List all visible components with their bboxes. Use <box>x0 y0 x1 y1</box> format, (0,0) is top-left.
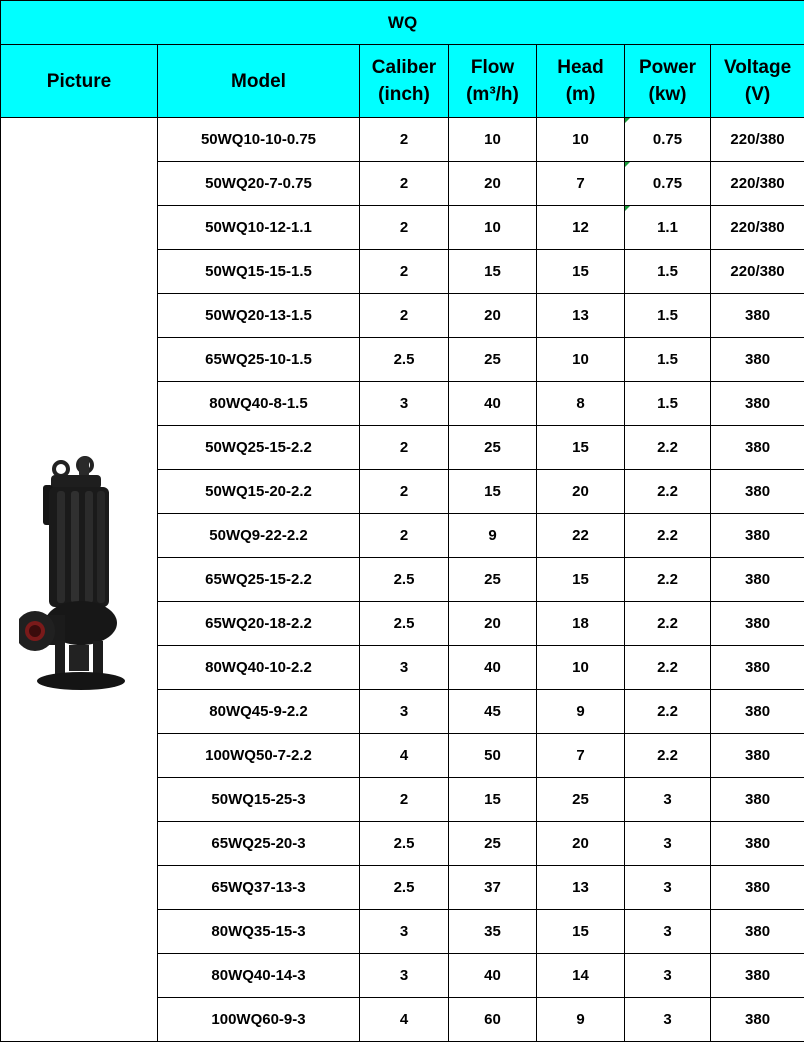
cell-caliber: 2.5 <box>360 866 449 910</box>
cell-caliber: 2.5 <box>360 338 449 382</box>
cell-model: 100WQ60-9-3 <box>158 998 360 1042</box>
header-power <box>625 45 711 118</box>
table-row <box>1 118 804 162</box>
cell-power: 3 <box>625 910 711 954</box>
cell-head: 7 <box>537 734 625 778</box>
cell-voltage: 380 <box>711 470 804 514</box>
cell-voltage: 380 <box>711 734 804 778</box>
header-voltage-label: Voltage <box>724 57 791 78</box>
cell-head: 20 <box>537 822 625 866</box>
header-power-unit: (kw) <box>649 84 687 105</box>
cell-voltage: 380 <box>711 910 804 954</box>
submersible-pump-icon <box>19 455 139 705</box>
cell-model: 50WQ15-20-2.2 <box>158 470 360 514</box>
cell-voltage: 220/380 <box>711 162 804 206</box>
cell-model: 50WQ25-15-2.2 <box>158 426 360 470</box>
cell-head: 9 <box>537 998 625 1042</box>
cell-caliber: 2 <box>360 162 449 206</box>
cell-power: 1.5 <box>625 338 711 382</box>
cell-flow: 15 <box>449 250 537 294</box>
cell-head: 10 <box>537 338 625 382</box>
cell-voltage: 380 <box>711 602 804 646</box>
cell-power: 3 <box>625 998 711 1042</box>
cell-caliber: 3 <box>360 910 449 954</box>
cell-model: 100WQ50-7-2.2 <box>158 734 360 778</box>
cell-power: 3 <box>625 866 711 910</box>
cell-power: 0.75 <box>625 118 711 162</box>
cell-flow: 15 <box>449 470 537 514</box>
cell-caliber: 3 <box>360 646 449 690</box>
cell-model: 80WQ40-14-3 <box>158 954 360 998</box>
cell-caliber: 2 <box>360 470 449 514</box>
cell-model: 50WQ20-7-0.75 <box>158 162 360 206</box>
header-flow <box>449 45 537 118</box>
header-voltage <box>711 45 804 118</box>
cell-head: 8 <box>537 382 625 426</box>
header-power-label: Power <box>639 57 696 78</box>
cell-flow: 37 <box>449 866 537 910</box>
header-flow-label: Flow <box>471 57 514 78</box>
cell-voltage: 380 <box>711 426 804 470</box>
cell-head: 12 <box>537 206 625 250</box>
cell-model: 50WQ15-15-1.5 <box>158 250 360 294</box>
cell-power: 1.1 <box>625 206 711 250</box>
cell-voltage: 380 <box>711 646 804 690</box>
cell-caliber: 4 <box>360 734 449 778</box>
cell-flow: 60 <box>449 998 537 1042</box>
cell-power: 2.2 <box>625 514 711 558</box>
cell-power: 2.2 <box>625 470 711 514</box>
cell-voltage: 380 <box>711 338 804 382</box>
cell-model: 65WQ25-15-2.2 <box>158 558 360 602</box>
cell-head: 13 <box>537 294 625 338</box>
cell-power: 3 <box>625 822 711 866</box>
cell-flow: 20 <box>449 602 537 646</box>
cell-caliber: 2 <box>360 206 449 250</box>
cell-model: 50WQ10-12-1.1 <box>158 206 360 250</box>
cell-model: 80WQ40-8-1.5 <box>158 382 360 426</box>
cell-head: 13 <box>537 866 625 910</box>
cell-voltage: 220/380 <box>711 250 804 294</box>
header-flow-unit: (m³/h) <box>466 84 519 105</box>
cell-model: 50WQ15-25-3 <box>158 778 360 822</box>
header-caliber <box>360 45 449 118</box>
cell-power: 2.2 <box>625 602 711 646</box>
cell-caliber: 2.5 <box>360 602 449 646</box>
cell-head: 10 <box>537 646 625 690</box>
cell-model: 65WQ37-13-3 <box>158 866 360 910</box>
cell-power: 2.2 <box>625 734 711 778</box>
cell-flow: 9 <box>449 514 537 558</box>
cell-flow: 35 <box>449 910 537 954</box>
header-row <box>1 45 804 118</box>
cell-head: 9 <box>537 690 625 734</box>
cell-voltage: 380 <box>711 998 804 1042</box>
header-caliber-label: Caliber <box>372 57 436 78</box>
cell-caliber: 2 <box>360 778 449 822</box>
table-title: WQ <box>1 1 804 45</box>
header-model: Model <box>158 45 360 118</box>
cell-head: 10 <box>537 118 625 162</box>
cell-flow: 25 <box>449 822 537 866</box>
cell-model: 80WQ35-15-3 <box>158 910 360 954</box>
cell-flow: 25 <box>449 338 537 382</box>
cell-caliber: 2 <box>360 426 449 470</box>
cell-head: 20 <box>537 470 625 514</box>
cell-head: 15 <box>537 558 625 602</box>
cell-model: 65WQ25-10-1.5 <box>158 338 360 382</box>
cell-head: 15 <box>537 426 625 470</box>
cell-power: 2.2 <box>625 426 711 470</box>
cell-head: 25 <box>537 778 625 822</box>
cell-voltage: 380 <box>711 778 804 822</box>
cell-flow: 50 <box>449 734 537 778</box>
cell-head: 15 <box>537 910 625 954</box>
cell-caliber: 3 <box>360 382 449 426</box>
cell-voltage: 380 <box>711 954 804 998</box>
cell-power: 1.5 <box>625 294 711 338</box>
cell-model: 50WQ20-13-1.5 <box>158 294 360 338</box>
cell-flow: 25 <box>449 426 537 470</box>
title-row <box>1 1 804 45</box>
cell-flow: 45 <box>449 690 537 734</box>
cell-power: 0.75 <box>625 162 711 206</box>
cell-flow: 10 <box>449 118 537 162</box>
cell-model: 50WQ9-22-2.2 <box>158 514 360 558</box>
header-voltage-unit: (V) <box>745 84 770 105</box>
cell-power: 3 <box>625 778 711 822</box>
cell-caliber: 3 <box>360 690 449 734</box>
cell-head: 14 <box>537 954 625 998</box>
cell-model: 80WQ40-10-2.2 <box>158 646 360 690</box>
cell-caliber: 2 <box>360 514 449 558</box>
cell-power: 2.2 <box>625 558 711 602</box>
cell-voltage: 380 <box>711 514 804 558</box>
cell-power: 2.2 <box>625 690 711 734</box>
cell-flow: 40 <box>449 954 537 998</box>
cell-voltage: 380 <box>711 382 804 426</box>
cell-head: 18 <box>537 602 625 646</box>
cell-head: 22 <box>537 514 625 558</box>
header-caliber-unit: (inch) <box>378 84 430 105</box>
header-picture: Picture <box>1 45 158 118</box>
cell-model: 65WQ20-18-2.2 <box>158 602 360 646</box>
header-head-label: Head <box>557 57 603 78</box>
cell-voltage: 220/380 <box>711 206 804 250</box>
cell-flow: 15 <box>449 778 537 822</box>
cell-voltage: 220/380 <box>711 118 804 162</box>
cell-power: 3 <box>625 954 711 998</box>
cell-flow: 40 <box>449 646 537 690</box>
cell-flow: 20 <box>449 162 537 206</box>
cell-voltage: 380 <box>711 822 804 866</box>
cell-caliber: 2.5 <box>360 558 449 602</box>
cell-voltage: 380 <box>711 558 804 602</box>
cell-power: 2.2 <box>625 646 711 690</box>
cell-model: 65WQ25-20-3 <box>158 822 360 866</box>
cell-flow: 40 <box>449 382 537 426</box>
cell-voltage: 380 <box>711 690 804 734</box>
cell-caliber: 2.5 <box>360 822 449 866</box>
cell-caliber: 2 <box>360 294 449 338</box>
picture-cell <box>1 118 158 1042</box>
cell-power: 1.5 <box>625 250 711 294</box>
cell-head: 7 <box>537 162 625 206</box>
cell-power: 1.5 <box>625 382 711 426</box>
cell-flow: 25 <box>449 558 537 602</box>
cell-caliber: 4 <box>360 998 449 1042</box>
cell-voltage: 380 <box>711 294 804 338</box>
cell-caliber: 2 <box>360 250 449 294</box>
cell-model: 50WQ10-10-0.75 <box>158 118 360 162</box>
header-head-unit: (m) <box>566 84 596 105</box>
header-head <box>537 45 625 118</box>
cell-caliber: 3 <box>360 954 449 998</box>
cell-caliber: 2 <box>360 118 449 162</box>
cell-flow: 20 <box>449 294 537 338</box>
cell-model: 80WQ45-9-2.2 <box>158 690 360 734</box>
cell-voltage: 380 <box>711 866 804 910</box>
cell-flow: 10 <box>449 206 537 250</box>
cell-head: 15 <box>537 250 625 294</box>
